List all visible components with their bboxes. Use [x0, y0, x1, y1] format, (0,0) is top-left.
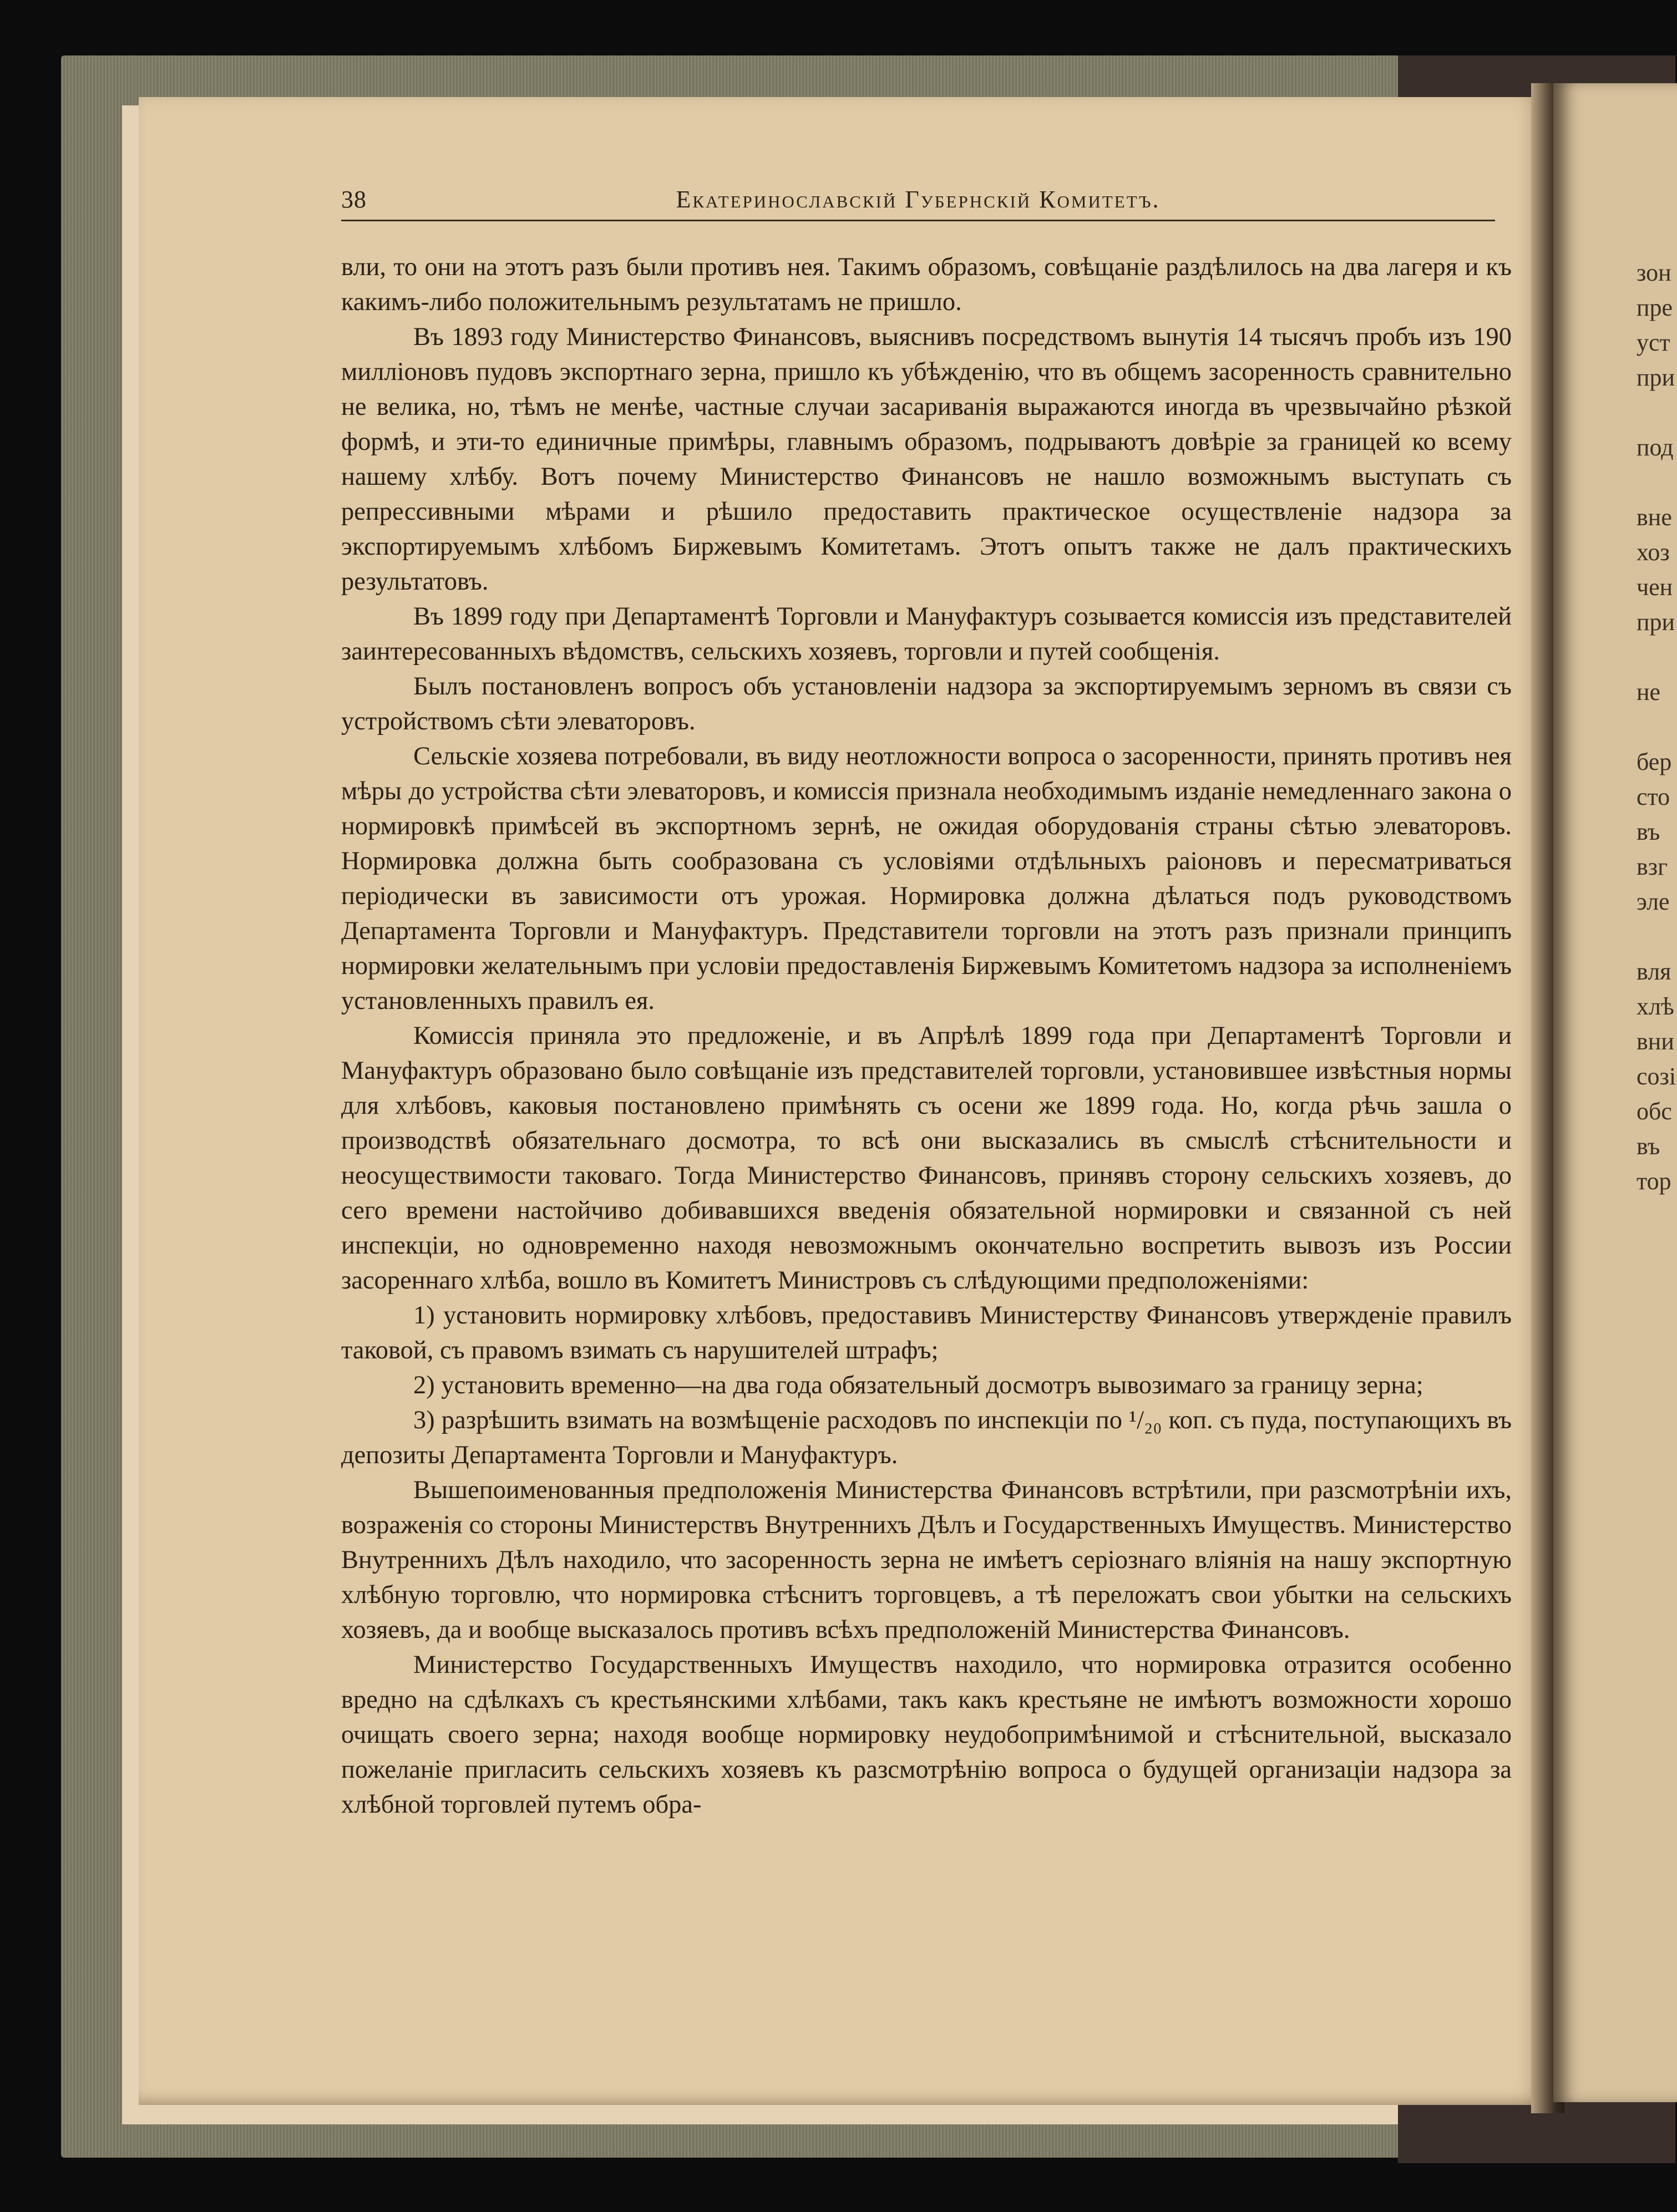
next-page-fragment: въ [1637, 1133, 1660, 1160]
next-page-fragment: под [1637, 434, 1674, 461]
next-page-fragment: хоз [1637, 539, 1670, 566]
next-page-fragment: вне [1637, 504, 1672, 531]
list-item: 1) установить нормировку хлѣбовъ, предоставивъ Министерству Финансовъ утвержденіе правилъ таковой, съ правомъ взимать съ нарушителей штрафъ; [341, 1301, 1512, 1364]
list-item: 2) установить временно—на два года обязательный досмотръ вывозимаго за границу зерна; [413, 1371, 1423, 1399]
next-page-fragment: при [1637, 608, 1675, 636]
next-page-fragment: тор [1637, 1168, 1671, 1195]
page-header [341, 183, 1495, 222]
page-number: 38 [341, 186, 367, 213]
next-page-fragment: уст [1637, 329, 1670, 356]
next-page-fragment: зон [1637, 259, 1671, 286]
paragraph: Былъ постановленъ вопросъ объ установленіи надзора за экспортируемымъ зерномъ въ связи съ устройствомъ сѣти элеваторовъ. [341, 672, 1512, 735]
paragraph: Въ 1899 году при Департаментѣ Торговли и Мануфактуръ созывается комиссія изъ представителей заинтересованныхъ вѣдомствъ, сельскихъ хозяевъ, торговли и путей сообщенія. [341, 602, 1512, 666]
next-page-fragment: чен [1637, 574, 1673, 601]
next-page-fragment: пре [1637, 294, 1673, 321]
next-page-fragment [1637, 395, 1677, 430]
next-page-fragment: при [1637, 364, 1675, 391]
next-page-fragment [1637, 465, 1677, 500]
list-item: 3) разрѣшить взимать на возмѣщеніе расходовъ по инспекціи по ¹/₂₀ коп. съ пуда, поступающихъ въ депозиты Департамента Торговли и Мануфактуръ. [341, 1406, 1512, 1469]
paragraph: Вышепоименованныя предположенія Министерства Финансовъ встрѣтили, при разсмотрѣніи ихъ, возраженія со стороны Министерствъ Внутреннихъ Дѣлъ и Государственныхъ Имуществъ. Министерство Внутреннихъ Дѣлъ находило, что засоренность зерна не имѣетъ серіознаго вліянія на нашу экспортную хлѣбную торговлю, что нормировка стѣснитъ торговцевъ, а тѣ переложатъ свои убытки на сельскихъ хозяевъ, да и вообще высказалось противъ всѣхъ предположеній Министерства Финансовъ. [341, 1476, 1512, 1644]
next-page-fragment: хлѣ [1637, 993, 1674, 1020]
next-page-fragment [1637, 640, 1677, 674]
paragraph: Въ 1893 году Министерство Финансовъ, выяснивъ посредствомъ вынутія 14 тысячъ пробъ изъ 190 милліоновъ пудовъ экспортнаго зерна, пришло къ убѣжденію, что въ общемъ засоренность сравнительно не велика, но, тѣмъ не менѣе, частные случаи засариванія выражаются иногда въ чрезвычайно рѣзкой формѣ, и эти-то единичные примѣры, главнымъ образомъ, подрываютъ довѣріе за границей ко всему нашему хлѣбу. Вотъ почему Министерство Финансовъ не нашло возможнымъ выступать съ репрессивными мѣрами и рѣшило предоставить практическое осуществленіе надзора за экспортируемымъ хлѣбомъ Биржевымъ Комитетамъ. Этотъ опытъ также не далъ практическихъ результатовъ. [341, 323, 1512, 596]
next-page-fragment: созі [1637, 1063, 1676, 1090]
next-page-fragment [1637, 919, 1677, 954]
running-title: Екатеринославскій Губернскій Комитетъ. [676, 186, 1161, 213]
next-page-fragment [1637, 709, 1677, 744]
body-text [341, 250, 1512, 1822]
next-page-text [1637, 255, 1677, 1199]
next-page-fragment: вля [1637, 958, 1671, 985]
header-rule [341, 220, 1495, 221]
next-page-fragment: сто [1637, 783, 1670, 810]
paragraph: Сельскіе хозяева потребовали, въ виду неотложности вопроса о засоренности, принять противъ нея мѣры до устройства сѣти элеваторовъ, и комиссія признала необходимымъ изданіе немедленнаго закона о нормировкѣ примѣсей въ экспортномъ зернѣ, не ожидая оборудованія страны сѣтью элеваторовъ. Нормировка должна быть сообразована съ условіями отдѣльныхъ раіоновъ и пересматриваться періодически въ зависимости отъ урожая. Нормировка должна дѣлаться подъ руководствомъ Департамента Торговли и Мануфактуръ. Представители торговли на этотъ разъ признали принципъ нормировки желательнымъ при условіи предоставленія Биржевымъ Комитетомъ надзора за исполненіемъ установленныхъ правилъ ея. [341, 742, 1512, 1015]
next-page-fragment: въ [1637, 818, 1660, 845]
next-page-fragment: бер [1637, 748, 1672, 775]
next-page-fragment: взг [1637, 853, 1668, 880]
paragraph: Министерство Государственныхъ Имуществъ находило, что нормировка отразится особенно вредно на сдѣлкахъ съ крестьянскими хлѣбами, такъ какъ крестьяне не имѣютъ возможности хорошо очищать своего зерна; находя вообще нормировку неудобопримѣнимой и стѣснительной, высказало пожеланіе пригласить сельскихъ хозяевъ къ разсмотрѣнію вопроса о будущей организаціи надзора за хлѣбной торговлей путемъ обра- [341, 1651, 1512, 1819]
paragraph: Комиссія приняла это предложеніе, и въ Апрѣлѣ 1899 года при Департаментѣ Торговли и Мануфактуръ образовано было совѣщаніе изъ представителей торговли, установившее извѣстныя нормы для хлѣбовъ, каковыя постановлено примѣнять съ осени же 1899 года. Но, когда рѣчь зашла о производствѣ обязательнаго досмотра, то всѣ они высказались въ смыслѣ стѣснительности и неосуществимости таковаго. Тогда Министерство Финансовъ, принявъ сторону сельскихъ хозяевъ, до сего времени настойчиво добивавшихся введенія обязательной нормировки и связанной съ ней инспекціи, но одновременно находя невозможнымъ окончательно воспретить вывозъ изъ России засореннаго хлѣба, вошло въ Комитетъ Министровъ съ слѣдующими предположеніями: [341, 1022, 1512, 1295]
next-page-fragment: не [1637, 678, 1661, 706]
paragraph: вли, то они на этотъ разъ были противъ нея. Такимъ образомъ, совѣщаніе раздѣлилось на два лагеря и къ какимъ-либо положительнымъ результатамъ не пришло. [341, 253, 1512, 316]
next-page-fragment: вни [1637, 1028, 1674, 1055]
next-page-fragment: обс [1637, 1098, 1672, 1125]
next-page-fragment: эле [1637, 888, 1670, 915]
